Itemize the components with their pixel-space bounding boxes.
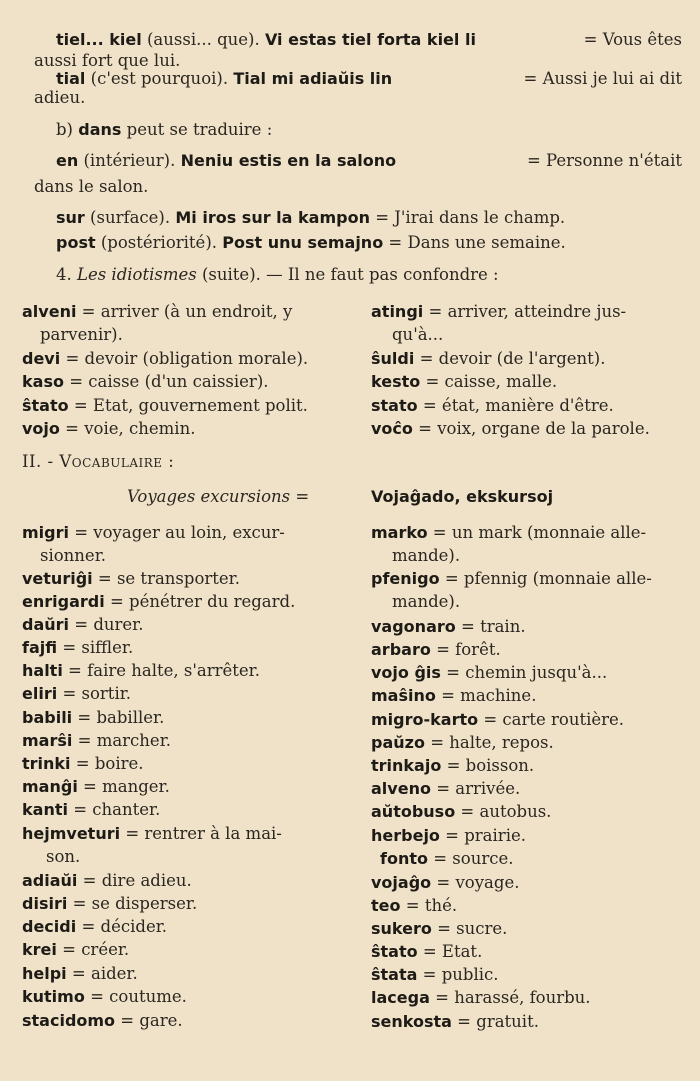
example-continuation: dans le salon. bbox=[34, 177, 149, 196]
vocab-item: veturiĝi = se transporter. bbox=[22, 569, 240, 588]
example-continuation: adieu. bbox=[34, 88, 86, 107]
vocab-item: disiri = se disperser. bbox=[22, 894, 198, 913]
vocab-item: aŭtobuso = autobus. bbox=[371, 802, 552, 821]
vocab-item: daŭri = durer. bbox=[22, 615, 144, 634]
vocab-item: lacega = harassé, fourbu. bbox=[371, 988, 591, 1007]
vocab-item: enrigardi = pénétrer du regard. bbox=[22, 592, 296, 611]
vocab-item: senkosta = gratuit. bbox=[371, 1012, 539, 1031]
vocab-item: arbaro = forêt. bbox=[371, 640, 501, 659]
vocab-item: fonto = source. bbox=[380, 849, 514, 868]
vocab-item: teo = thé. bbox=[371, 896, 458, 915]
vocab-item: hejmveturi = rentrer à la mai- bbox=[22, 824, 282, 843]
vocab-item: mande). bbox=[392, 546, 461, 565]
vocab-item: sionner. bbox=[40, 546, 107, 565]
esperanto-example: Tial mi adiaŭis lin bbox=[233, 69, 393, 88]
vocab-item: eliri = sortir. bbox=[22, 684, 132, 703]
example-en: en (intérieur). Neniu estis en la salono = Personne n'était bbox=[56, 151, 682, 170]
vocab-item: fajfi = siffler. bbox=[22, 638, 134, 657]
example-sur: sur (surface). Mi iros sur la kampon = J'irai dans le champ. bbox=[56, 208, 566, 227]
vocabulary-left-title: Voyages excursions = bbox=[127, 487, 310, 506]
example-continuation: aussi fort que lui. bbox=[34, 51, 181, 70]
list-item: ŝtato = Etat, gouvernement polit. bbox=[22, 396, 308, 415]
vocab-item: kutimo = coutume. bbox=[22, 987, 187, 1006]
vocab-item: kanti = chanter. bbox=[22, 800, 161, 819]
list-item: kaso = caisse (d'un caissier). bbox=[22, 372, 269, 391]
vocab-item: babili = babiller. bbox=[22, 708, 165, 727]
esperanto-term: tial bbox=[56, 69, 86, 88]
list-item: qu'à... bbox=[392, 325, 444, 344]
vocab-item: vojo ĝis = chemin jusqu'à... bbox=[371, 663, 608, 682]
idiotisms-heading: 4. Les idiotismes (suite). — Il ne faut pas confondre : bbox=[56, 265, 499, 284]
vocab-item: paŭzo = halte, repos. bbox=[371, 733, 554, 752]
vocab-item: vagonaro = train. bbox=[371, 617, 526, 636]
vocab-item: vojaĝo = voyage. bbox=[371, 873, 520, 892]
vocab-item: marko = un mark (monnaie alle- bbox=[371, 523, 647, 542]
vocab-item: helpi = aider. bbox=[22, 964, 138, 983]
vocab-item: trinki = boire. bbox=[22, 754, 144, 773]
french-translation: = Aussi je lui ai dit bbox=[523, 69, 682, 88]
vocab-item: krei = créer. bbox=[22, 940, 130, 959]
list-item: atingi = arriver, atteindre jus- bbox=[371, 302, 627, 321]
vocab-item: sukero = sucre. bbox=[371, 919, 508, 938]
vocabulary-heading: II. - Vocabulaire : bbox=[22, 452, 175, 471]
vocab-item: mande). bbox=[392, 592, 461, 611]
list-item: ŝuldi = devoir (de l'argent). bbox=[371, 349, 606, 368]
list-item: parvenir). bbox=[40, 325, 123, 344]
vocab-item: manĝi = manger. bbox=[22, 777, 170, 796]
section-b-title: b) dans peut se traduire : bbox=[56, 120, 273, 139]
vocab-item: herbejo = prairie. bbox=[371, 826, 526, 845]
vocab-item: decidi = décider. bbox=[22, 917, 168, 936]
french-translation: = Vous êtes bbox=[583, 30, 682, 49]
example-tial: tial (c'est pourquoi). Tial mi adiaŭis lin = Aussi je lui ai dit bbox=[56, 69, 682, 88]
list-item: devi = devoir (obligation morale). bbox=[22, 349, 309, 368]
vocab-item: halti = faire halte, s'arrêter. bbox=[22, 661, 260, 680]
example-tiel-kiel: tiel... kiel (aussi... que). Vi estas tiel forta kiel li = Vous êtes bbox=[56, 30, 682, 49]
vocab-item: ŝtato = Etat. bbox=[371, 942, 483, 961]
esperanto-term: tiel... kiel bbox=[56, 30, 142, 49]
list-item: vojo = voie, chemin. bbox=[22, 419, 196, 438]
list-item: kesto = caisse, malle. bbox=[371, 372, 558, 391]
vocab-item: trinkajo = boisson. bbox=[371, 756, 535, 775]
vocab-item: marŝi = marcher. bbox=[22, 731, 172, 750]
vocab-item: adiaŭi = dire adieu. bbox=[22, 871, 192, 890]
vocab-item: migro-karto = carte routière. bbox=[371, 710, 625, 729]
list-item: voĉo = voix, organe de la parole. bbox=[371, 419, 650, 438]
vocabulary-right-title: Vojaĝado, ekskursoj bbox=[371, 487, 554, 506]
vocab-item: son. bbox=[46, 847, 81, 866]
vocab-item: pfenigo = pfennig (monnaie alle- bbox=[371, 569, 652, 588]
example-post: post (postériorité). Post unu semajno = Dans une semaine. bbox=[56, 233, 566, 252]
esperanto-example: Vi estas tiel forta kiel li bbox=[264, 30, 476, 49]
vocab-item: stacidomo = gare. bbox=[22, 1011, 183, 1030]
vocab-item: alveno = arrivée. bbox=[371, 779, 521, 798]
list-item: alveni = arriver (à un endroit, y bbox=[22, 302, 293, 321]
vocab-item: migri = voyager au loin, excur- bbox=[22, 523, 285, 542]
vocab-item: maŝino = machine. bbox=[371, 686, 537, 705]
vocab-item: ŝtata = public. bbox=[371, 965, 499, 984]
list-item: stato = état, manière d'être. bbox=[371, 396, 614, 415]
